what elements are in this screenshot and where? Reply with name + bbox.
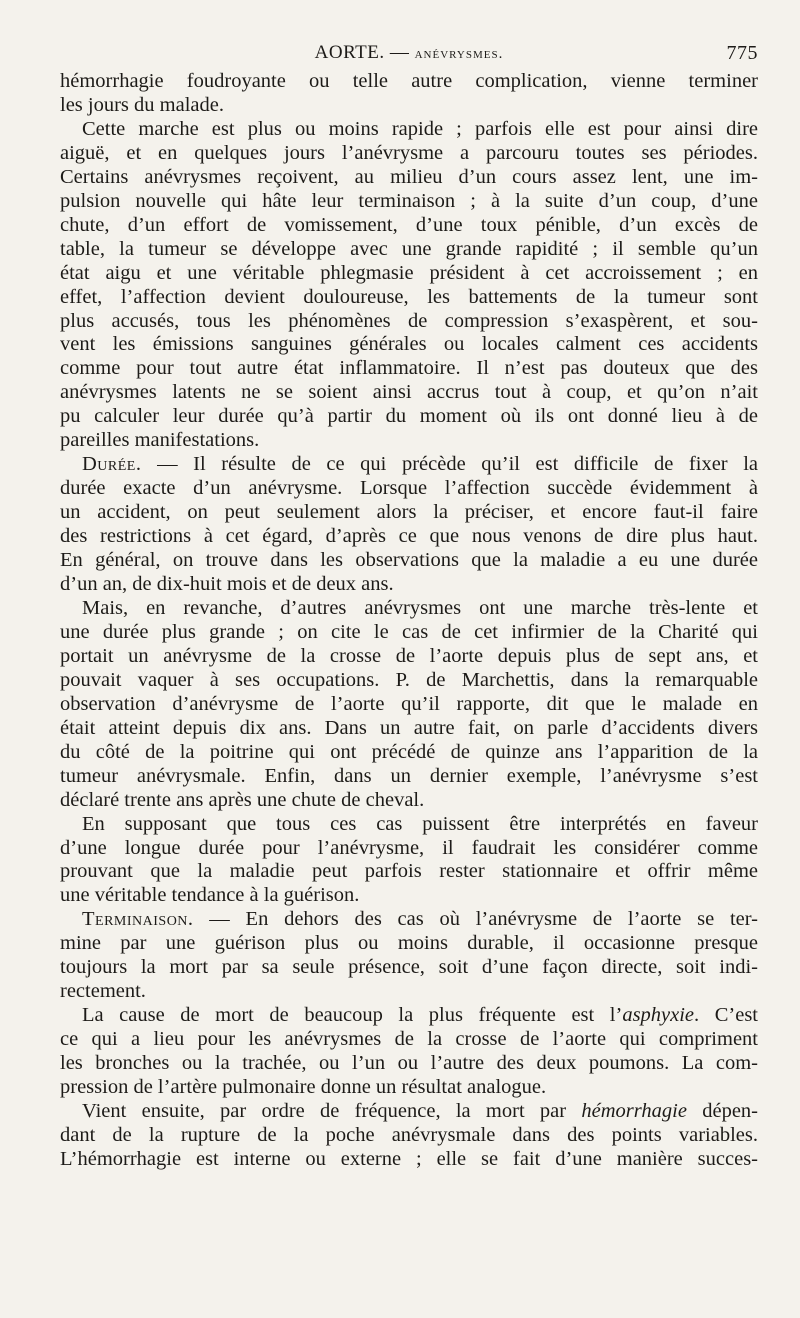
text-run: dépen- bbox=[686, 1099, 758, 1122]
running-title-sub: anévrysmes. bbox=[414, 46, 504, 62]
text-line bbox=[60, 908, 758, 932]
text-line: Certains anévrysmes reçoivent, au milieu d’un cours assez lent, une im- bbox=[60, 165, 758, 188]
text-line: vent les émissions sanguines générales ou locales calment ces accidents bbox=[60, 333, 758, 356]
paragraph bbox=[60, 118, 758, 453]
text-line: Cette marche est plus ou moins rapide ; parfois elle est pour ainsi dire bbox=[82, 117, 758, 140]
text-line: anévrysmes latents ne se soient ainsi accrus tout à coup, et qu’on n’ait bbox=[60, 381, 758, 404]
text-line: des restrictions à cet égard, d’après ce que nous venons de dire plus haut. bbox=[60, 525, 758, 548]
text-line: une véritable tendance à la guérison. bbox=[60, 884, 360, 907]
section-heading-duree: Durée. bbox=[82, 453, 142, 476]
text-run: Vient ensuite, par ordre de fréquence, la mort par bbox=[82, 1099, 582, 1122]
text-line: tumeur anévrysmale. Enfin, dans un dernier exemple, l’anévrysme s’est bbox=[60, 764, 758, 787]
text-line: aiguë, et en quelques jours l’anévrysme a parcouru toutes ses périodes. bbox=[60, 141, 758, 164]
text-line: dant de la rupture de la poche anévrysmale dans des points variables. bbox=[60, 1123, 758, 1146]
paragraph bbox=[60, 597, 758, 813]
text-line: En général, on trouve dans les observations que la maladie a eu une durée bbox=[60, 549, 758, 572]
text-line: pulsion nouvelle qui hâte leur terminaison ; à la suite d’un coup, d’une bbox=[60, 189, 758, 212]
text-line: une durée plus grande ; on cite le cas de cet infirmier de la Charité qui bbox=[60, 620, 758, 643]
text-line: pu calculer leur durée qu’à partir du moment où ils ont donné lieu à de bbox=[60, 405, 758, 428]
text-line: d’une longue durée pour l’anévrysme, il faudrait les considérer comme bbox=[60, 836, 758, 859]
running-title-main: AORTE. bbox=[314, 42, 385, 63]
text-line: pouvait vaquer à ses occupations. P. de Marchettis, dans la remarquable bbox=[60, 668, 758, 691]
text-run: . C’est bbox=[694, 1004, 758, 1027]
text-line: rectement. bbox=[60, 980, 146, 1003]
text-line: table, la tumeur se développe avec une grande rapidité ; il semble qu’un bbox=[60, 237, 758, 260]
text-line: observation d’anévrysme de l’aorte qu’il rapporte, dit que le malade en bbox=[60, 692, 758, 715]
text-line: En supposant que tous ces cas puissent être interprétés en faveur bbox=[82, 812, 758, 835]
text-line: état aigu et une véritable phlegmasie président à cet accroissement ; en bbox=[60, 261, 758, 284]
paragraph-terminaison bbox=[60, 908, 758, 1004]
text-line: plus accusés, tous les phénomènes de compression s’exaspèrent, et sou- bbox=[60, 309, 758, 332]
text-line bbox=[60, 453, 758, 477]
paragraph bbox=[60, 1004, 758, 1100]
text-line bbox=[60, 1004, 758, 1028]
emphasis-hemorrhagie: hémorrhagie bbox=[581, 1099, 687, 1122]
text-line: les jours du malade. bbox=[60, 93, 224, 116]
emphasis-asphyxie: asphyxie bbox=[622, 1004, 695, 1027]
text-line: pareilles manifestations. bbox=[60, 429, 260, 452]
text-line: un accident, on peut seulement alors la préciser, et encore faut-il faire bbox=[60, 501, 758, 524]
text-line: effet, l’affection devient douloureuse, les battements de la tumeur sont bbox=[60, 285, 758, 308]
text-line: du côté de la poitrine qui ont précédé de quinze ans l’apparition de la bbox=[60, 740, 758, 763]
paragraph bbox=[60, 70, 758, 118]
text-line: hémorrhagie foudroyante ou telle autre complication, vienne terminer bbox=[60, 70, 758, 92]
paragraph-duree bbox=[60, 453, 758, 597]
text-line bbox=[60, 1100, 758, 1124]
text-line: L’hémorrhagie est interne ou externe ; elle se fait d’une manière succes- bbox=[60, 1147, 758, 1170]
text-line: les bronches ou la trachée, ou l’un ou l’autre des deux poumons. La com- bbox=[60, 1052, 758, 1075]
text-line: mine par une guérison plus ou moins durable, il occasionne presque bbox=[60, 932, 758, 955]
text-line: portait un anévrysme de la crosse de l’aorte depuis plus de sept ans, et bbox=[60, 644, 758, 667]
text-run: La cause de mort de beaucoup la plus fréquente est l’ bbox=[82, 1004, 623, 1027]
running-title bbox=[60, 42, 758, 64]
text-run: — En dehors des cas où l’anévrysme de l’aorte se ter- bbox=[193, 908, 758, 931]
text-line: chute, d’un effort de vomissement, d’une toux pénible, d’un excès de bbox=[60, 213, 758, 236]
text-line: prouvant que la maladie peut parfois rester stationnaire et offrir même bbox=[60, 860, 758, 883]
text-line: comme pour tout autre état inflammatoire. Il n’est pas douteux que des bbox=[60, 357, 758, 380]
text-line: d’un an, de dix-huit mois et de deux ans. bbox=[60, 573, 394, 596]
running-header bbox=[60, 40, 758, 70]
page-number: 775 bbox=[726, 42, 758, 64]
text-line: déclaré trente ans après une chute de cheval. bbox=[60, 788, 425, 811]
text-line: durée exacte d’un anévrysme. Lorsque l’affection succède évidemment à bbox=[60, 477, 758, 500]
text-run: — Il résulte de ce qui précède qu’il est difficile de fixer la bbox=[141, 453, 758, 476]
text-line: pression de l’artère pulmonaire donne un résultat analogue. bbox=[60, 1076, 547, 1099]
paragraph bbox=[60, 813, 758, 909]
text-line: Mais, en revanche, d’autres anévrysmes ont une marche très-lente et bbox=[82, 596, 758, 619]
text-line: toujours la mort par sa seule présence, soit d’une façon directe, soit indi- bbox=[60, 956, 758, 979]
paragraph bbox=[60, 1100, 758, 1172]
running-title-separator: — bbox=[384, 42, 415, 63]
text-line: était atteint depuis dix ans. Dans un autre fait, on parle d’accidents divers bbox=[60, 716, 758, 739]
section-heading-terminaison: Terminaison. bbox=[82, 908, 194, 931]
text-line: ce qui a lieu pour les anévrysmes de la crosse de l’aorte qui compriment bbox=[60, 1028, 758, 1051]
body-text bbox=[60, 70, 758, 1172]
